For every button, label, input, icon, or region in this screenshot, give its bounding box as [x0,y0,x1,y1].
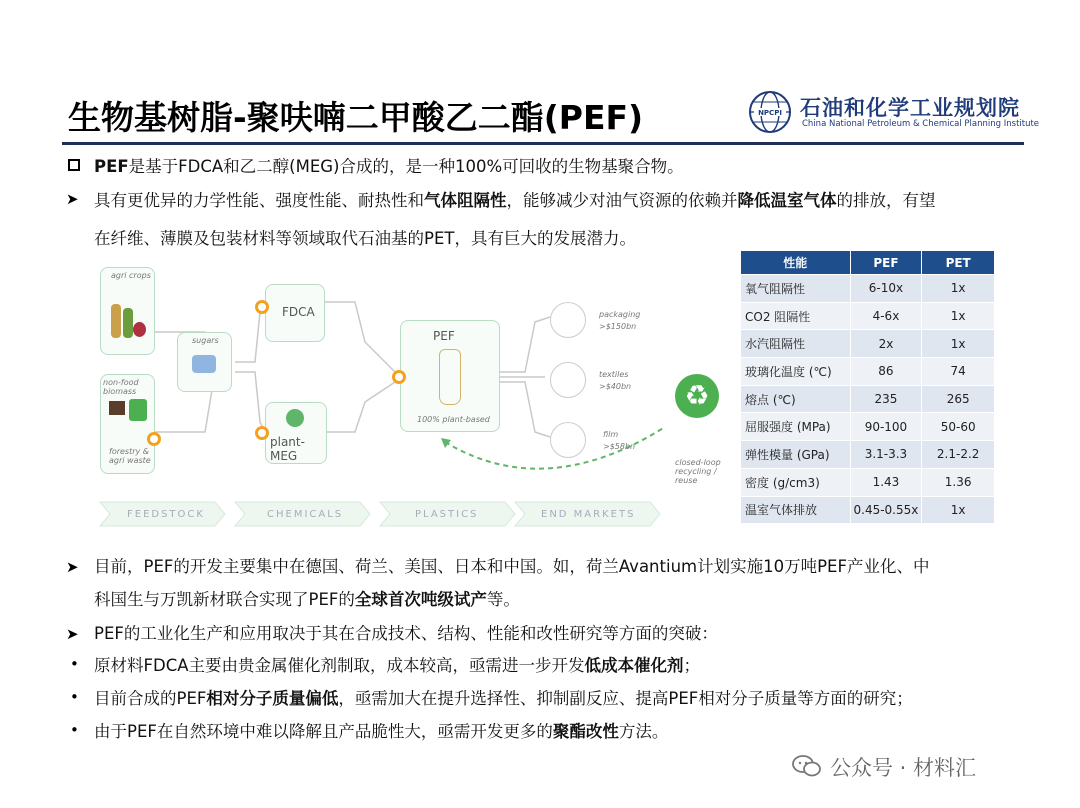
dot-bullet-icon: • [70,721,79,739]
table-cell-pef: 86 [850,358,922,386]
table-cell-property: 密度 (g/cm3) [741,468,851,496]
body-bullet-1-part1: 原材料FDCA主要由贵金属催化剂制取，成本较高，亟需进一步开发 [94,656,585,675]
plant-meg-box [265,402,327,464]
arrow-bullet-icon: ➤ [66,558,79,576]
intro-line-2-bold1: 气体阻隔性 [424,191,507,210]
logo-name-en: China National Petroleum & Chemical Planning Institute [802,119,1040,129]
agri-crops-label: agri crops [111,271,151,280]
table-row [741,330,995,358]
table-cell-pef: 1.43 [850,468,922,496]
sugar-cubes-icon [192,355,216,373]
body-para-1-line-2-part1: 科国生与万凯新材联合实现了PEF的 [94,590,355,609]
non-food-biomass-box [100,374,155,474]
packaging-icon [550,302,586,338]
body-bullet-1-bold: 低成本催化剂 [584,656,684,675]
sugars-label: sugars [192,336,219,345]
pef-plant-based-label: 100% plant-based [417,415,490,424]
footer-source: 公众号 · 材料汇 [830,756,977,780]
sugars-box [177,332,232,392]
textiles-icon [550,362,586,398]
square-bullet-icon [68,159,80,171]
stage-feedstock-label: FEEDSTOCK [127,509,205,520]
table-cell-property: 温室气体排放 [741,496,851,524]
table-cell-pet: 1.36 [922,468,995,496]
film-value: >$58bn [603,442,636,451]
table-row [741,413,995,441]
table-row [741,302,995,330]
body-para-2: PEF的工业化生产和应用取决于其在合成技术、结构、性能和改性研究等方面的突破： [94,624,718,643]
body-para-1-line-2-bold: 全球首次吨级试产 [354,590,487,609]
body-bullet-1-part2: ； [683,656,701,675]
pef-box [400,320,500,432]
body-para-1-line-2 [94,585,520,615]
table-cell-pef: 3.1-3.3 [850,441,922,469]
title-divider [62,142,1024,145]
table-cell-pet: 1x [922,302,995,330]
table-cell-property: 熔点 (℃) [741,385,851,413]
table-row [741,385,995,413]
table-header: PET [922,251,995,275]
table-cell-pet: 265 [922,385,995,413]
pef-label: PEF [433,329,455,343]
logo-globe-text: NPCPI [758,109,782,117]
recycle-bin-icon [129,399,147,421]
closed-loop-label: closed-loop recycling / reuse [675,458,721,485]
stage-end-markets-label: END MARKETS [541,509,636,520]
body-bullet-2-part2: ，亟需加大在提升选择性、抑制副反应、提高PEF相对分子质量等方面的研究； [338,689,913,708]
intro-line-1 [94,152,684,182]
institute-logo [748,90,1040,134]
fdca-box [265,284,325,342]
table-row [741,496,995,524]
table-cell-pet: 1x [922,330,995,358]
textiles-label: textiles [599,370,629,379]
fdca-label: FDCA [282,305,315,319]
table-cell-pef: 90-100 [850,413,922,441]
table-cell-pef: 0.45-0.55x [850,496,922,524]
intro-line-2-part2: ，能够减少对油气资源的依赖并 [506,191,738,210]
pef-value-chain-diagram [95,262,735,532]
intro-line-2-part1: 具有更优异的力学性能、强度性能、耐热性和 [94,191,424,210]
wechat-icon [792,754,822,778]
body-bullet-1 [94,651,700,681]
table-cell-property: 弹性模量 (GPa) [741,441,851,469]
body-bullet-3-part2: 方法。 [618,722,669,741]
body-bullet-3-bold: 聚酯改性 [552,722,619,741]
body-bullet-2-part1: 目前合成的PEF [94,689,207,708]
crops-icon [111,298,145,342]
table-cell-pef: 235 [850,385,922,413]
body-bullet-2-bold: 相对分子质量偏低 [206,689,339,708]
intro-line-2 [94,186,1024,216]
recycle-icon: ♻ [675,374,719,418]
body-bullet-3-part1: 由于PEF在自然环境中难以降解且产品脆性大，亟需开发更多的 [94,722,553,741]
textiles-value: >$40bn [599,382,632,391]
packaging-label: packaging [599,310,641,319]
flow-dot-icon [147,432,161,446]
non-food-biomass-label: non-food biomass [103,378,139,396]
dot-bullet-icon: • [70,688,79,706]
table-header-row [741,251,995,275]
page-title: 生物基树脂-聚呋喃二甲酸乙二酯(PEF) [68,98,644,137]
packaging-value: >$150bn [599,322,637,331]
intro-line-2-bold2: 降低温室气体 [737,191,837,210]
table-header: PEF [850,251,922,275]
body-bullet-3 [94,717,668,747]
stage-plastics-label: PLASTICS [415,509,479,520]
flow-dot-icon [255,300,269,314]
table-cell-property: 水汽阻隔性 [741,330,851,358]
table-cell-pef: 6-10x [850,275,922,303]
table-cell-pef: 2x [850,330,922,358]
logo-name-cn: 石油和化学工业规划院 [800,96,1020,120]
arrow-bullet-icon: ➤ [66,190,79,208]
intro-line-1-text: 是基于FDCA和乙二醇(MEG)合成的，是一种100%可回收的生物基聚合物。 [128,157,684,176]
agri-crops-box [100,267,155,355]
plant-meg-label: plant-MEG [270,435,305,463]
table-row [741,441,995,469]
body-para-1-line-2-part2: 等。 [486,590,520,609]
table-cell-pet: 50-60 [922,413,995,441]
table-row [741,358,995,386]
flow-dot-icon [255,426,269,440]
dot-bullet-icon: • [70,655,79,673]
table-body [741,275,995,524]
table-cell-property: 玻璃化温度 (℃) [741,358,851,386]
body-para-1-line-1: 目前，PEF的开发主要集中在德国、荷兰、美国、日本和中国。如，荷兰Avantium计划实施10万吨PEF产业化、中 [94,557,930,576]
table-cell-pef: 4-6x [850,302,922,330]
intro-line-2-part3: 的排放，有望 [836,191,936,210]
table-row [741,275,995,303]
film-icon [550,422,586,458]
table-cell-property: 屈服强度 (MPa) [741,413,851,441]
table-cell-pet: 1x [922,496,995,524]
globe-icon [748,90,792,134]
forestry-label: forestry & agri waste [109,447,151,465]
stage-chemicals-label: CHEMICALS [267,509,344,520]
table-cell-pet: 1x [922,275,995,303]
flow-dot-icon [392,370,406,384]
table-cell-pet: 2.1-2.2 [922,441,995,469]
wood-icon [109,401,125,415]
leaf-icon [286,409,304,427]
arrow-bullet-icon: ➤ [66,625,79,643]
table-row [741,468,995,496]
film-label: film [603,430,619,439]
intro-line-1-bold: PEF [94,157,129,176]
table-cell-property: 氧气阻隔性 [741,275,851,303]
intro-line-3: 在纤维、薄膜及包装材料等领域取代石油基的PET，具有巨大的发展潜力。 [94,229,636,248]
table-header: 性能 [741,251,851,275]
bottle-icon [439,349,461,405]
property-comparison-table [740,250,995,524]
body-bullet-2 [94,684,913,714]
table-cell-property: CO2 阻隔性 [741,302,851,330]
table-cell-pet: 74 [922,358,995,386]
